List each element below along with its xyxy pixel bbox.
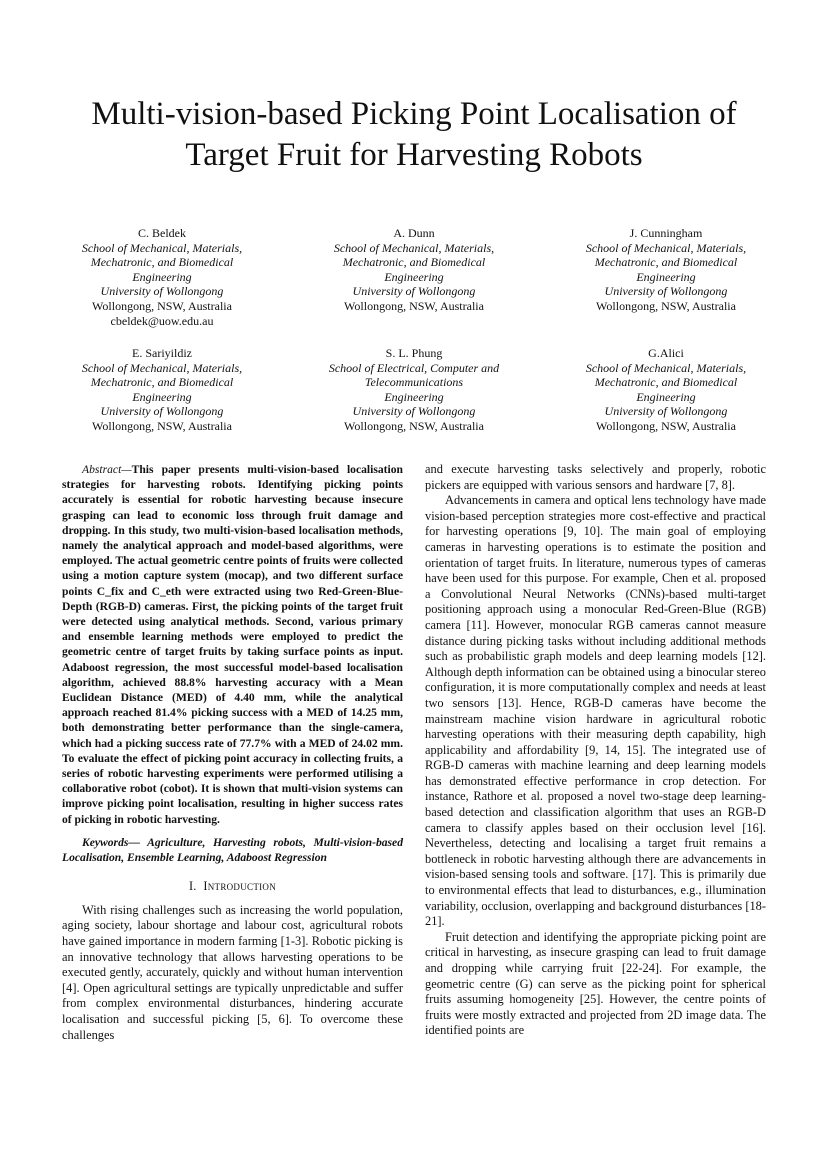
keywords-label: Keywords— [82,835,140,849]
author-block-3 [566,226,766,314]
title-line-2: Target Fruit for Harvesting Robots [185,137,643,173]
author-affiliation: School of Mechanical, Materials, [81,240,243,255]
author-affiliation: Engineering [384,389,444,404]
right-column [425,462,766,1039]
author-name: A. Dunn [393,226,435,240]
author-affiliation: University of Wollongong [604,404,728,419]
author-affiliation: School of Mechanical, Materials, [585,360,747,375]
author-affiliation: University of Wollongong [100,284,224,299]
author-name: E. Sariyildiz [132,346,192,360]
author-affiliation: Engineering [132,389,192,404]
author-location: Wollongong, NSW, Australia [596,418,736,433]
author-location: Wollongong, NSW, Australia [92,298,232,313]
author-block-1 [62,226,262,328]
abstract-text: This paper presents multi-vision-based localisation strategies for harvesting robots. Identifying picking points accurately is essential for robotic harvesting because insecure grasping can lead to economic loss through fruit damage and dropping. In this study, two multi-vision-based localisation methods, namely the analytical approach and model-based algorithms, were employed. The actual geometric centre points of fruits were collected using a motion capture system (mocap), and two different surface points C_fix and C_eth were extracted using two Red-Green-Blue-Depth (RGB-D) cameras. First, the picking points of the target fruit were detected using analytical methods. Second, various primary and ensemble learning methods were employed to predict the geometric centre of target fruits by taking surface points as input. Adaboost regression, the most successful model-based localisation algorithm, achieved 88.8% harvesting accuracy with a Mean Euclidean Distance (MED) of 4.40 mm, while the analytical approach reached 81.4% picking success with a MED of 14.25 mm, both demonstrating better performance than the single-camera, which had a picking success rate of 77.7% with a MED of 24.02 mm. To evaluate the effect of picking point accuracy in collecting fruits, a series of robotic harvesting experiments were performed utilising a collaborative robot (cobot). It is shown that multi-vision systems can improve picking point localisation, resulting in higher success rates of picking in robotic harvesting. [62,463,403,826]
author-block-4 [62,346,262,434]
author-location: Wollongong, NSW, Australia [92,418,232,433]
author-location: Wollongong, NSW, Australia [344,298,484,313]
author-name: J. Cunningham [629,226,703,240]
author-name: C. Beldek [138,226,186,240]
abstract [62,462,403,827]
author-affiliation: University of Wollongong [604,284,728,299]
author-affiliation: School of Mechanical, Materials, [333,240,495,255]
body-paragraph: Fruit detection and identifying the appropriate picking point are critical in harvesting, as insecure grasping can lead to fruit damage and dropping while carrying fruit [22-24]. For example, the geometric centre (G) can serve as the picking point for spherical fruits assuming homogeneity [25]. However, the centre points of fruits were mostly extracted and projected from 2D image data. The identified points are [425,929,766,1038]
section-number: I. [188,879,197,894]
author-block-6 [566,346,766,434]
author-name: G.Alici [648,346,684,360]
author-affiliation: University of Wollongong [352,404,476,419]
author-affiliation: Mechatronic, and Biomedical [594,255,738,270]
title-line-1: Multi-vision-based Picking Point Localisation of [91,96,737,132]
author-affiliation: Mechatronic, and Biomedical [342,255,486,270]
body-paragraph: Advancements in camera and optical lens technology have made vision-based perception strategies more cost-effective and practical for harvesting operations [9, 10]. The main goal of employing cameras in harvesting operations is to estimate the position and orientation of target fruits. In literature, numerous types of cameras have been used for this purpose. For example, Chen et al. proposed a Convolutional Neural Networks (CNNs)-based multi-target positioning approach using a monocular Red-Green-Blue (RGB) camera [11]. However, monocular RGB cameras cannot measure distance during picking tasks without including additional methods such as probabilistic graph models and deep learning models [12]. Although depth information can be obtained using a binocular stereo configuration, it is more computationally complex and needs at least two sensors [13]. Hence, RGB-D cameras have become the mainstream machine vision hardware in agricultural robotic harvesting operations with their measuring depth capability, high applicability and affordability [9, 14, 15]. The integrated use of RGB-D cameras with machine learning and deep learning models has demonstrated effective performance in crop detection. For instance, Rathore et al. proposed a novel two-stage deep learning-based detection and classification algorithm that uses an RGB-D camera to classify apples based on their occlusion level [16]. Nevertheless, detecting and localising a target fruit remains a bottleneck in robotic harvesting although there are advancements in vision-based sensing tools and software. [17]. This is primarily due to environmental effects that lead to disturbances, e.g., illumination variability, occlusion, overlapping and background disturbances [18-21]. [425,493,766,929]
author-affiliation: Engineering [636,269,696,284]
author-affiliation: Engineering [384,269,444,284]
abstract-label: Abstract— [82,463,132,476]
keywords [62,835,403,865]
section-heading-introduction [62,879,403,895]
author-affiliation: Telecommunications [364,375,464,390]
author-affiliation: Mechatronic, and Biomedical [90,255,234,270]
author-affiliation: School of Mechanical, Materials, [585,240,747,255]
body-paragraph: With rising challenges such as increasing the world population, aging society, labour shortage and labour cost, agricultural robots have gained importance in modern farming [1-3]. Robotic picking is an innovative technology that allows harvesting operations to be executed gently, accurately, quickly and without human intervention [4]. Open agricultural settings are typically unpredictable and suffer from complex environmental disturbances, hindering accurate localisation and successful picking [5, 6]. To overcome these challenges [62,902,403,1042]
author-affiliation: Mechatronic, and Biomedical [594,375,738,390]
author-block-5 [314,346,514,434]
author-affiliation: Engineering [132,269,192,284]
author-email[interactable]: cbeldek@uow.edu.au [110,313,214,328]
author-affiliation: University of Wollongong [352,284,476,299]
author-affiliation: Engineering [636,389,696,404]
left-column [62,462,403,1043]
author-affiliation: Mechatronic, and Biomedical [90,375,234,390]
author-location: Wollongong, NSW, Australia [596,298,736,313]
author-affiliation: University of Wollongong [100,404,224,419]
author-name: S. L. Phung [385,346,443,360]
author-block-2 [314,226,514,314]
author-affiliation: School of Electrical, Computer and [328,360,500,375]
keywords-text: Agriculture, Harvesting robots, Multi-vision-based Localisation, Ensemble Learning, Adaboost Regression [62,835,403,865]
section-title: Introduction [203,879,277,894]
paper-title [60,94,768,176]
author-affiliation: School of Mechanical, Materials, [81,360,243,375]
author-location: Wollongong, NSW, Australia [344,418,484,433]
body-paragraph: and execute harvesting tasks selectively and properly, robotic pickers are equipped with various sensors and hardware [7, 8]. [425,462,766,492]
